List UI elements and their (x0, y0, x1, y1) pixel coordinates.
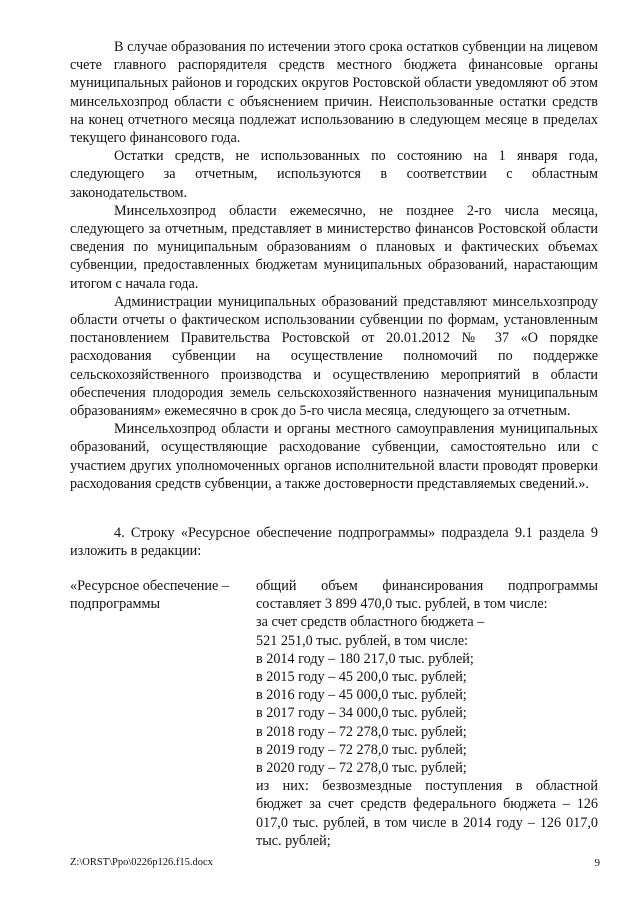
page-number: 9 (594, 857, 600, 869)
resource-line: в 2016 году – 45 000,0 тыс. рублей; (256, 687, 467, 704)
resource-line: в 2019 году – 72 278,0 тыс. рублей; (256, 741, 467, 758)
paragraph-remaining-funds: Остатки средств, не использованных по состоянию на 1 января года, следующего за отчетным, используются в соответствии с областным законодательством. (70, 148, 598, 201)
paragraph-subvention-balance: В случае образования по истечении этого срока остатков субвенции на лицевом счете главного распорядителя средств местного бюджета финансовые органы муниципальных районов и городских округов Ростовской области уведомляют об этом минсельхозпрод области с объяснением причин. Неиспользованные остатки средств на конец отчетного месяца подлежат использованию в следующем месяце в пределах текущего финансового года. (70, 39, 598, 147)
resource-label: «Ресурсное обеспечение – подпрограммы (70, 578, 229, 613)
resource-line: в 2017 году – 34 000,0 тыс. рублей; (256, 705, 467, 722)
resource-line: в 2018 году – 72 278,0 тыс. рублей; (256, 723, 467, 740)
resource-line: 521 251,0 тыс. рублей, в том числе: (256, 632, 469, 649)
resource-line: в 2015 году – 45 200,0 тыс. рублей; (256, 669, 467, 686)
paragraph-inspections: Минсельхозпрод области и органы местного самоуправления муниципальных образований, осуществляющие расходование субвенции, самостоятельно или с участием других уполномоченных органов исполнительной власти проводят проверки расходования средств субвенции, а также достоверности представляемых сведений.». (70, 421, 598, 492)
paragraph-monthly-report: Минсельхозпрод области ежемесячно, не позднее 2-го числа месяца, следующего за отчетным, представляет в министерство финансов Ростовской области сведения по муниципальным образованиям о плановых и фактических объемах субвенции, предоставленных бюджетам муниципальных образований, нарастающим итогом с начала года. (70, 202, 598, 292)
footer-file-path: Z:\ORST\Ppo\0226p126.f15.docx (70, 857, 213, 868)
body-text (70, 38, 598, 493)
resource-total: общий объем финансирования подпрограммы составляет 3 899 470,0 тыс. рублей, в том числе: (256, 578, 598, 613)
paragraph-administrations-reports: Администрации муниципальных образований представляют минсельхозпроду области отчеты о фактическом использовании субвенции по формам, установленным постановлением Правительства Ростовской от 20.01.2012 № 37 «О порядке расходования субвенции на осуществление полномочий по поддержке сельскохозяйственного производства и осуществлению мероприятий в области обеспечения плодородия земель сельскохозяйственного назначения муниципальным образованиям» ежемесячно в срок до 5-го числа месяца, следующего за отчетным. (70, 293, 598, 420)
resource-details (256, 577, 598, 850)
item-4-paragraph: 4. Строку «Ресурсное обеспечение подпрограммы» подраздела 9.1 раздела 9 изложить в редакции: (70, 525, 598, 560)
resource-federal: из них: безвозмездные поступления в областной бюджет за счет средств федерального бюджета – 126 017,0 тыс. рублей, в том числе в 2014 году – 126 017,0 тыс. рублей; (256, 778, 598, 849)
resource-yearly-lines (256, 613, 598, 777)
resource-provision-row (70, 577, 598, 850)
resource-line: в 2020 году – 72 278,0 тыс. рублей; (256, 760, 467, 777)
resource-line: в 2014 году – 180 217,0 тыс. рублей; (256, 650, 474, 667)
resource-line: за счет средств областного бюджета – (256, 614, 485, 631)
